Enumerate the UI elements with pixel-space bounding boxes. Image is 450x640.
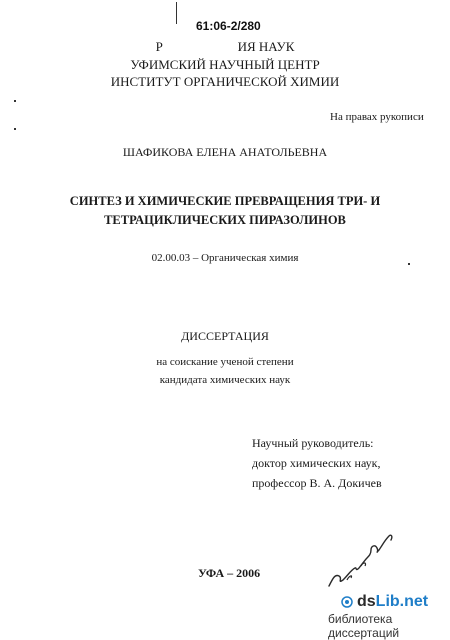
dissertation-title-line2: ТЕТРАЦИКЛИЧЕСКИХ ПИРАЗОЛИНОВ [104,213,346,227]
brand-net: .net [399,593,429,610]
watermark-brand [357,593,428,611]
rights-label: На правах рукописи [330,111,424,123]
library-stamp: 61:06-2/280 [194,18,282,34]
degree-line1: на соискание ученой степени [156,356,294,368]
specialty: 02.00.03 – Органическая химия [151,252,299,264]
scan-mark [14,100,16,102]
author-name: ШАФИКОВА ЕЛЕНА АНАТОЛЬЕВНА [122,145,328,159]
header-center: УФИМСКИЙ НАУЧНЫЙ ЦЕНТР [130,57,320,72]
dslib-logo-icon [341,596,353,608]
handwritten-signature [325,530,395,590]
scan-mark [176,2,177,24]
header-institute: ИНСТИТУТ ОРГАНИЧЕСКОЙ ХИМИИ [110,74,340,89]
scan-mark [14,128,16,130]
scan-mark [408,263,410,265]
brand-ds: ds [357,593,376,610]
city-year: УФА – 2006 [198,566,261,580]
document-type: ДИССЕРТАЦИЯ [181,329,269,343]
brand-lib: Lib [375,593,400,610]
watermark-tagline: библиотека диссертаций [328,612,400,640]
advisor-name: профессор В. А. Докичев [252,476,382,490]
degree-line2: кандидата химических наук [159,374,291,386]
dissertation-title-line1: СИНТЕЗ И ХИМИЧЕСКИЕ ПРЕВРАЩЕНИЯ ТРИ- И [69,194,381,208]
header-academy: Р ИЯ НАУК [155,39,295,54]
advisor-degree: доктор химических наук, [252,456,381,470]
advisor-label: Научный руководитель: [252,436,374,450]
